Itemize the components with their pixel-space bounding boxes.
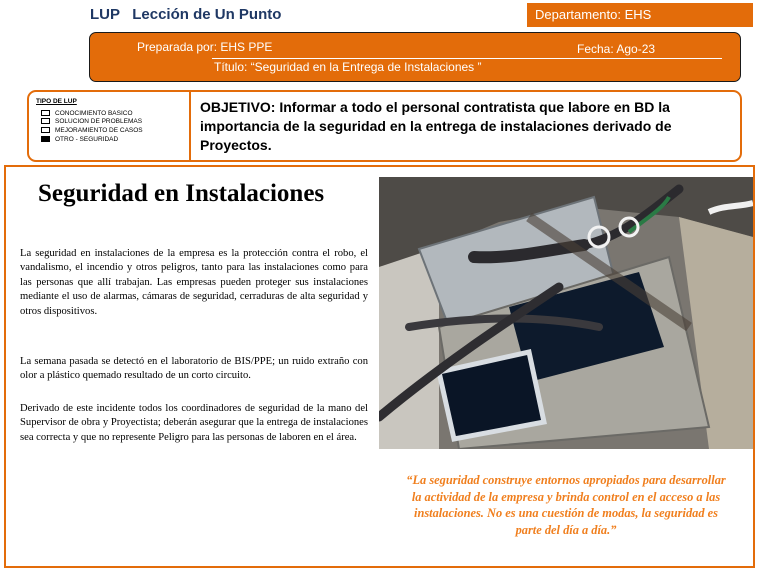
prepared-by-label: Preparada por: EHS PPE — [137, 40, 273, 54]
department-label: Departamento: EHS — [527, 3, 753, 27]
date-label: Fecha: Ago-23 — [577, 42, 656, 56]
body-paragraph: Derivado de este incidente todos los coordinadores de seguridad de la mano del Supervisor de obra y Proyectista; deberán asegurar que la entrega de instalaciones sea correcta y que no represente Peligro para las personas de laboren en el área. — [20, 403, 368, 443]
checkbox-unchecked-icon — [41, 127, 50, 133]
lup-type-label: CONOCIMIENTO BASICO — [55, 110, 133, 117]
lup-type-item — [41, 110, 133, 117]
lup-type-item — [41, 118, 142, 125]
lup-title: LUP Lección de Un Punto — [90, 6, 282, 23]
safety-quote: “La seguridad construye entornos apropiados para desarrollar la actividad de la empresa y brinda control en el acceso a las instalaciones. No es una cuestión de modas, la seguridad es parte del día a día.” — [406, 473, 726, 537]
main-title: Seguridad en Instalaciones — [38, 180, 325, 207]
body-paragraph: La seguridad en instalaciones de la empresa es la protección contra el robo, el vandalismo, el incendio y otros peligros, tanto para las instalaciones como para las personas que allí trabajan. Las empresas pueden proteger sus instalaciones mediante el uso de alarmas, cámaras de seguridad, cerraduras de alta seguridad y otros dispositivos. — [20, 248, 368, 317]
lup-type-title: TIPO DE LUP — [36, 98, 77, 105]
lup-type-item — [41, 136, 118, 143]
lup-type-item — [41, 127, 143, 134]
lup-type-label: MEJORAMIENTO DE CASOS — [55, 127, 143, 134]
body-paragraph: La semana pasada se detectó en el laboratorio de BIS/PPE; un ruido extraño con olor a plástico quemado resultado de un corto circuito. — [20, 356, 368, 382]
checkbox-unchecked-icon — [41, 118, 50, 124]
objective-divider — [189, 92, 191, 160]
lup-type-label: SOLUCION DE PROBLEMAS — [55, 118, 143, 125]
lup-type-label: OTRO - SEGURIDAD — [55, 136, 119, 143]
checkbox-unchecked-icon — [41, 110, 50, 116]
objective-text: OBJETIVO: Informar a todo el personal contratista que labore en BD la importancia de la seguridad en la entrega de instalaciones derivado de Proyectos. — [200, 99, 672, 153]
checkbox-checked-icon — [41, 136, 50, 142]
document-title: Título: “Seguridad en la Entrega de Instalaciones ” — [214, 60, 482, 74]
header-divider — [212, 58, 722, 59]
header-panel — [89, 32, 741, 82]
electrical-box-photo — [379, 177, 753, 449]
